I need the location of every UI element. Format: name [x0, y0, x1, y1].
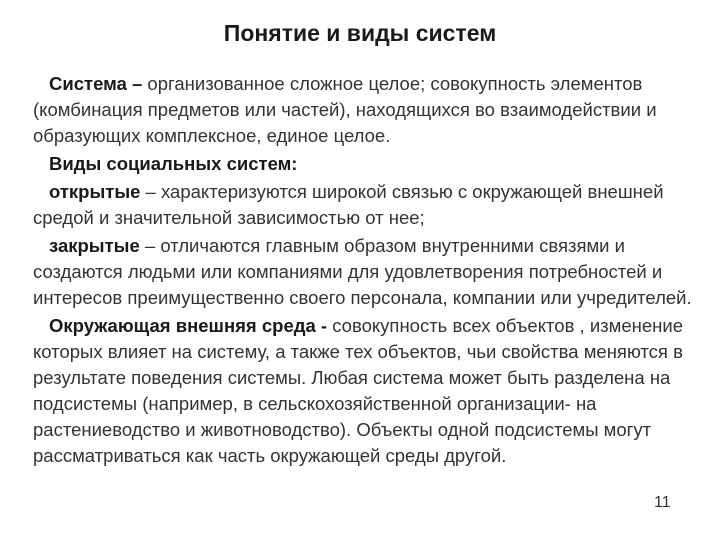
- environment-paragraph: [33, 311, 705, 469]
- page-number: 11: [654, 494, 671, 511]
- environment-term: Окружающая внешняя среда -: [49, 315, 328, 336]
- open-systems-text: – характеризуются широкой связью с окружающей внешней средой и значительной зависимостью от нее;: [33, 181, 664, 228]
- closed-systems-term: закрытые: [49, 235, 140, 256]
- closed-systems-text: – отличаются главным образом внутренними связями и создаются людьми или компаниями для удовлетворения потребностей и интересов преимущественно своего персонала, компании или учредителей.: [33, 235, 692, 308]
- types-heading: Виды социальных систем:: [49, 153, 298, 174]
- environment-text: совокупность всех объектов , изменение которых влияет на систему, а также тех объектов, чьи свойства меняются в результате поведения системы. Любая система может быть разделена на подсистемы (например, в сельскохозяйственной организации- на растениеводство и животноводство). Объекты одной подсистемы могут рассматриваться как часть окружающей среды другой.: [33, 315, 683, 466]
- definition-text: организованное сложное целое; совокупность элементов (комбинация предметов или частей), находящихся во взаимодействии и образующих комплексное, единое целое.: [33, 73, 657, 146]
- closed-systems-paragraph: [33, 231, 705, 311]
- open-systems-paragraph: [33, 177, 705, 231]
- slide-title: Понятие и виды систем: [223, 20, 497, 46]
- definition-term: Система –: [49, 73, 143, 94]
- slide-body: [33, 69, 705, 469]
- open-systems-term: открытые: [49, 181, 141, 202]
- definition-paragraph: [33, 69, 705, 149]
